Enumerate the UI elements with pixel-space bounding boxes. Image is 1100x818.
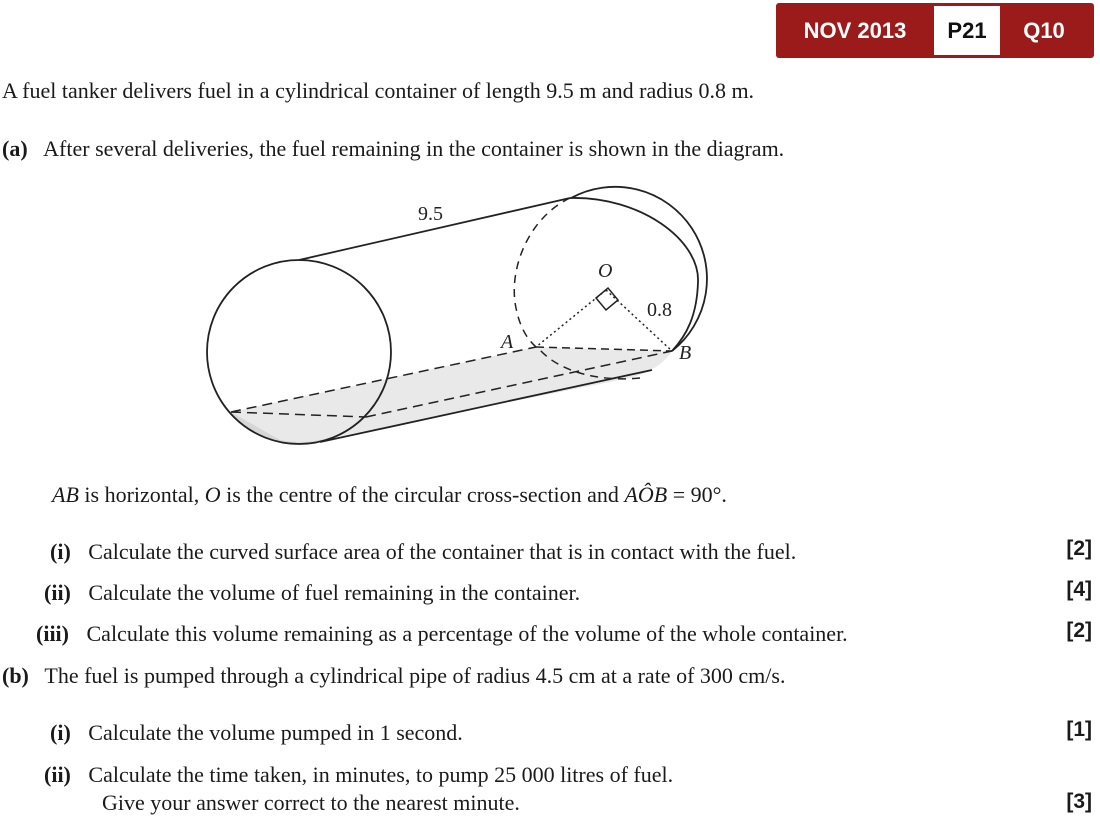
question-text: Calculate this volume remaining as a percentage of the volume of the whole container. bbox=[86, 621, 848, 646]
point-o-label: O bbox=[598, 260, 613, 282]
question-text: Calculate the volume pumped in 1 second. bbox=[88, 720, 463, 745]
question-a-i bbox=[50, 539, 796, 565]
part-a-label: (a) bbox=[2, 136, 28, 161]
radius-label: 0.8 bbox=[647, 299, 672, 321]
question-label: (iii) bbox=[36, 621, 69, 646]
question-label: (i) bbox=[50, 720, 71, 745]
statement-part3: = 90°. bbox=[667, 482, 727, 507]
fuel-surface bbox=[231, 347, 672, 442]
question-label: (i) bbox=[50, 539, 71, 564]
part-b-text: The fuel is pumped through a cylindrical pipe of radius 4.5 cm at a rate of 300 cm/s. bbox=[44, 663, 786, 688]
question-b-ii-line2: Give your answer correct to the nearest minute. bbox=[102, 790, 520, 815]
marks-a-iii: [2] bbox=[1066, 619, 1092, 642]
question-text: Calculate the volume of fuel remaining in the container. bbox=[88, 580, 581, 605]
question-a-ii bbox=[44, 580, 580, 606]
question-b-i bbox=[50, 720, 463, 746]
part-b-heading bbox=[2, 663, 785, 689]
question-label: Q10 bbox=[1023, 17, 1065, 43]
session-label: NOV 2013 bbox=[803, 17, 907, 43]
point-a-label: A bbox=[501, 331, 514, 353]
question-text: Calculate the curved surface area of the container that is in contact with the fuel. bbox=[88, 539, 797, 564]
marks-b-i: [1] bbox=[1066, 718, 1092, 741]
question-label: (ii) bbox=[44, 580, 71, 605]
paper-label: P21 bbox=[934, 6, 1000, 55]
part-a-text: After several deliveries, the fuel remaining in the container is shown in the diagram. bbox=[43, 136, 785, 161]
length-label: 9.5 bbox=[418, 203, 443, 225]
question-text-line1: Calculate the time taken, in minutes, to pump 25 000 litres of fuel. bbox=[88, 762, 674, 787]
statement-o: O bbox=[204, 482, 221, 507]
diagram-statement bbox=[52, 482, 727, 508]
marks-a-ii: [4] bbox=[1066, 578, 1092, 601]
question-a-iii bbox=[36, 621, 848, 647]
question-label: (ii) bbox=[44, 762, 71, 787]
intro-text: A fuel tanker delivers fuel in a cylindrical container of length 9.5 m and radius 0.8 m. bbox=[2, 78, 755, 103]
question-b-ii bbox=[44, 762, 673, 788]
statement-part2: is the centre of the circular cross-section and bbox=[220, 482, 625, 507]
marks-b-ii: [3] bbox=[1066, 790, 1092, 813]
part-b-label: (b) bbox=[2, 663, 29, 688]
statement-part1: is horizontal, bbox=[78, 482, 205, 507]
statement-ab: AB bbox=[52, 482, 79, 507]
marks-a-i: [2] bbox=[1066, 537, 1092, 560]
point-b-label: B bbox=[679, 342, 692, 364]
statement-angle: AÔB bbox=[624, 482, 668, 507]
